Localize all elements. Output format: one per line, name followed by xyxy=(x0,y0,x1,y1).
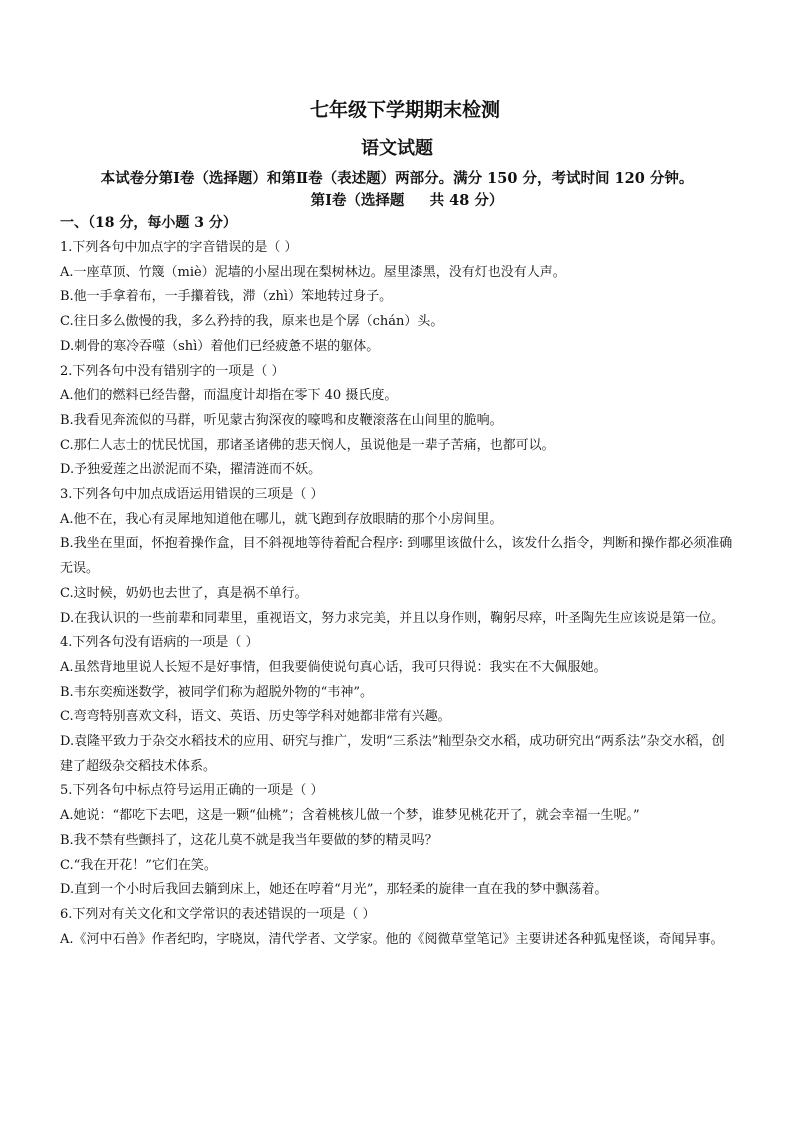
option-a: A.她说：“都吃下去吧，这是一颗“仙桃”；含着桃核儿做一个梦，谁梦见桃花开了，就会幸福一生呢。” xyxy=(60,808,640,824)
question-2 xyxy=(60,360,734,484)
question-stem: 6.下列对有关文化和文学常识的表述错误的一项是（ ） xyxy=(60,906,376,922)
option-a: A.他们的燃料已经告罄，而温度计却指在零下 40 摄氏度。 xyxy=(60,388,398,404)
exam-page xyxy=(60,96,734,952)
question-stem: 5.下列各句中标点符号运用正确的一项是（ ） xyxy=(60,783,324,799)
question-stem: 2.下列各句中没有错别字的一项是（ ） xyxy=(60,363,285,379)
option-d: D.袁隆平致力于杂交水稻技术的应用、研究与推广，发明“三系法”籼型杂交水稻，成功研究出“两系法”杂交水稻，创建了超级杂交稻技术体系。 xyxy=(60,734,725,774)
option-a: A.虽然背地里说人长短不是好事情，但我要倘使说句真心话，我可只得说：我实在不大佩服她。 xyxy=(60,659,607,675)
option-b: B.我看见奔流似的马群，听见蒙古狗深夜的嚎鸣和皮鞭滚落在山间里的脆响。 xyxy=(60,412,503,428)
option-a: A.他不在，我心有灵犀地知道他在哪儿，就飞跑到存放眼睛的那个小房间里。 xyxy=(60,511,503,527)
option-d: D.予独爱莲之出淤泥而不染，擢清涟而不妖。 xyxy=(60,462,322,478)
section-heading: 第Ⅰ卷（选择题 共 48 分） xyxy=(310,192,504,209)
option-c: C.弯弯特别喜欢文科，语文、英语、历史等学科对她都非常有兴趣。 xyxy=(60,709,451,725)
option-c: C.这时候，奶奶也去世了，真是祸不单行。 xyxy=(60,585,308,601)
option-a: A.一座草顶、竹篾（miè）泥墙的小屋出现在梨树林边。屋里漆黑，没有灯也没有人声。 xyxy=(60,264,566,280)
option-b: B.他一手拿着布，一手攥着钱，滞（zhì）笨地转过身子。 xyxy=(60,289,393,305)
option-d: D.刺骨的寒冷吞噬（shì）着他们已经疲惫不堪的躯体。 xyxy=(60,338,380,354)
question-stem: 4.下列各句没有语病的一项是（ ） xyxy=(60,635,259,651)
question-1 xyxy=(60,236,734,360)
exam-info: 本试卷分第Ⅰ卷（选择题）和第Ⅱ卷（表述题）两部分。满分 150 分，考试时间 120 分钟。 xyxy=(100,170,694,187)
question-4 xyxy=(60,631,734,779)
option-d: D.在我认识的一些前辈和同辈里，重视语文，努力求完美，并且以身作则，鞠躬尽瘁，叶圣陶先生应该说是第一位。 xyxy=(60,610,725,626)
page-title: 七年级下学期期末检测 xyxy=(309,99,500,121)
option-d: D.直到一个小时后我回去躺到床上，她还在哼着“月光”，那轻柔的旋律一直在我的梦中飘荡着。 xyxy=(60,882,608,898)
part-heading: 一、（18 分，每小题 3 分） xyxy=(60,215,237,231)
option-c: C.往日多么傲慢的我，多么矜持的我，原来也是个孱（chán）头。 xyxy=(60,314,444,330)
question-6 xyxy=(60,903,734,952)
question-5 xyxy=(60,779,734,903)
page-subtitle: 语文试题 xyxy=(361,138,433,159)
option-a: A.《河中石兽》作者纪昀，字晓岚，清代学者、文学家。他的《阅微草堂笔记》主要讲述各种狐鬼怪谈，奇闻异事。 xyxy=(60,931,724,947)
question-stem: 3.下列各句中加点成语运用错误的三项是（ ） xyxy=(60,487,324,503)
option-b: B.我不禁有些颤抖了，这花儿莫不就是我当年要做的梦的精灵吗？ xyxy=(60,832,438,848)
option-c: C.那仁人志士的忧民忧国，那诸圣诸佛的悲天悯人，虽说他是一辈子苦痛，也都可以。 xyxy=(60,437,555,453)
question-3 xyxy=(60,483,734,631)
option-c: C.“我在开花！”它们在笑。 xyxy=(60,857,217,873)
option-b: B.我坐在里面，怀抱着操作盒，目不斜视地等待着配合程序: 到哪里该做什么，该发什么指令，判断和操作都必须准确无误。 xyxy=(60,536,733,577)
question-stem: 1.下列各句中加点字的字音错误的是（ ） xyxy=(60,240,298,255)
question-list xyxy=(60,236,734,952)
option-b: B.韦东奕痴迷数学，被同学们称为超脱外物的“韦神”。 xyxy=(60,684,373,700)
